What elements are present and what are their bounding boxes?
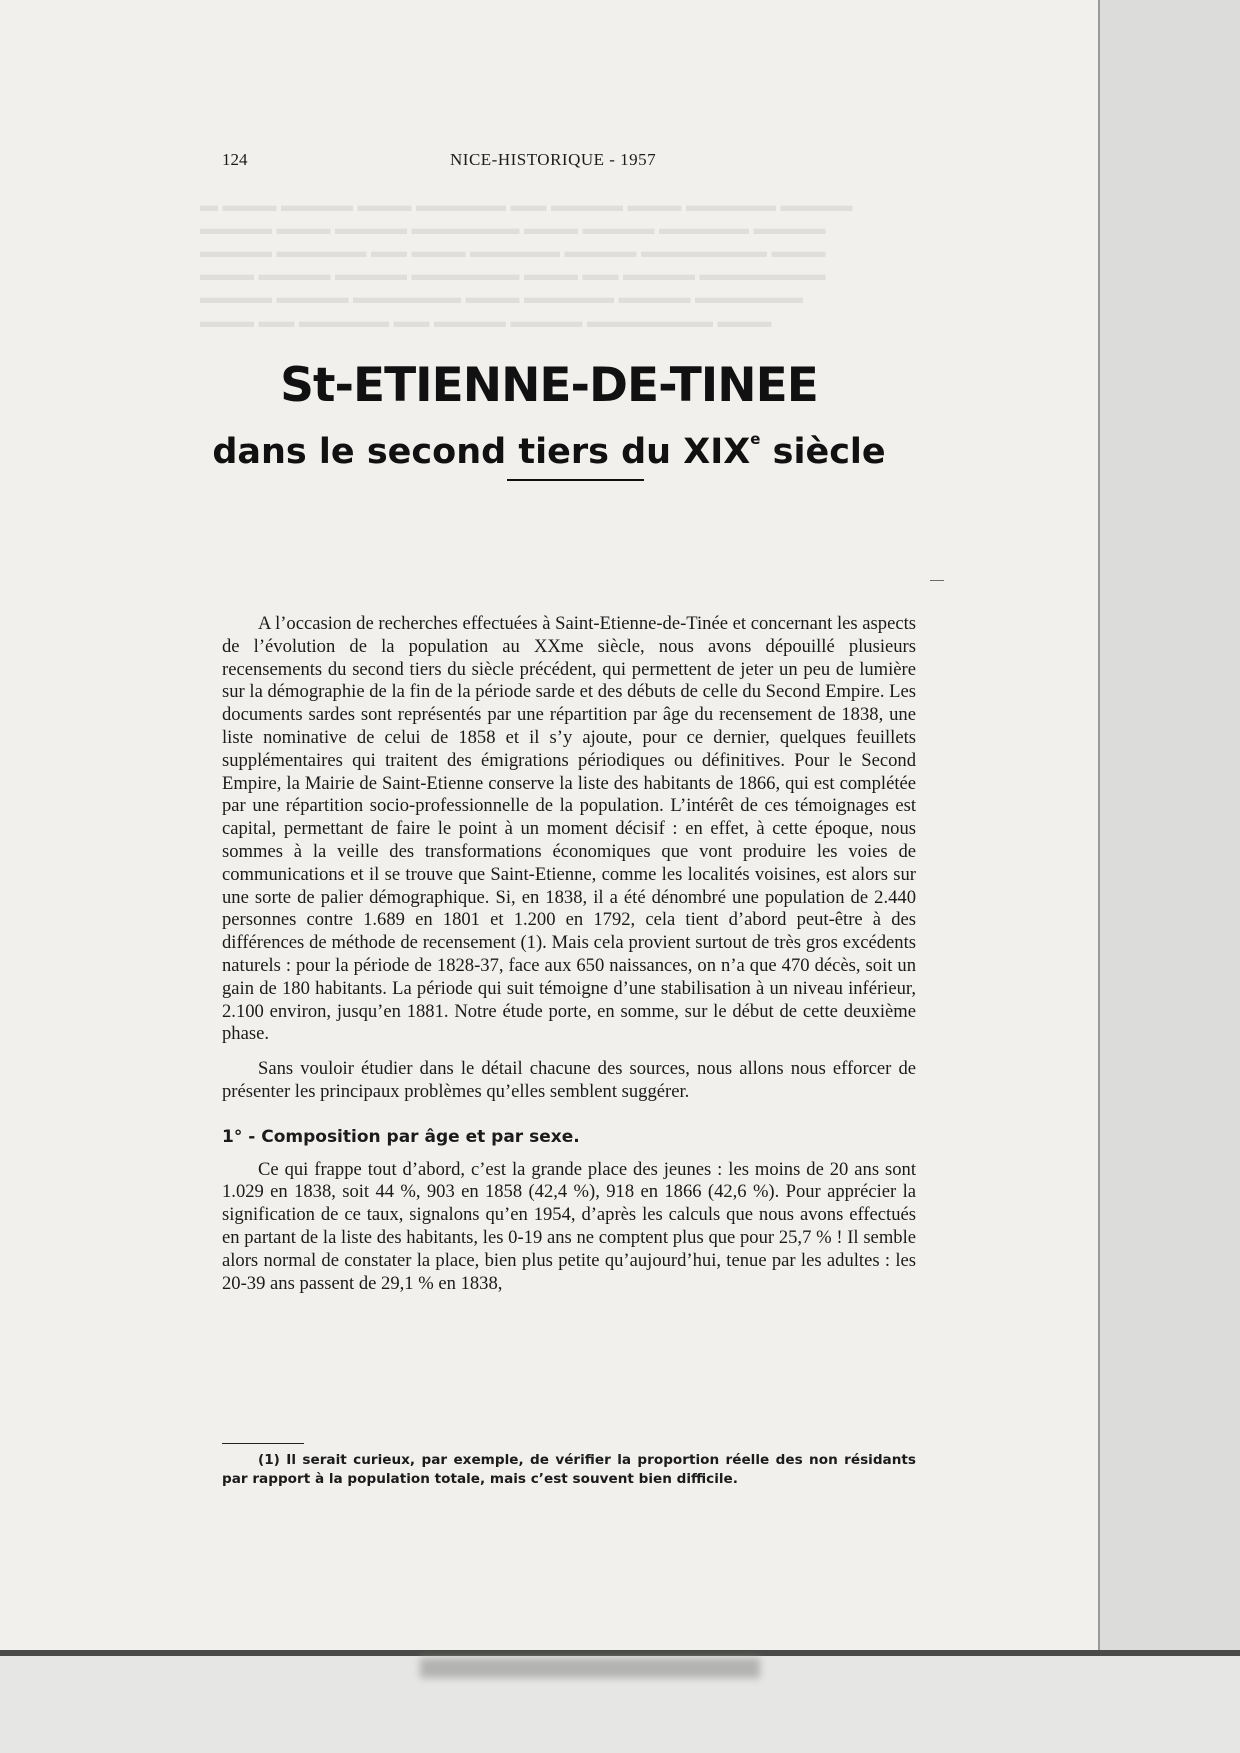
body-paragraph-1: A l’occasion de recherches effectuées à Saint-Etienne-de-Tinée et concernant les aspects de l’évolution de la population au XXme siècle, nous avons dépouillé plusieurs recensements du second tiers du siècle précédent, qui permettent de jeter un peu de lumière sur la démographie de la fin de la période sarde et des débuts de celle du Second Empire. Les documents sardes sont représentés par une répartition par âge du recensement de 1838, une liste nominative de celui de 1858 et il s’y ajoute, pour ce dernier, quelques feuillets supplémentaires qui traitent des émigrations périodiques ou définitives. Pour le Second Empire, la Mairie de Saint-Etienne conserve la liste des habitants de 1866, qui est complétée par une répartition socio-professionnelle de la population. L’intérêt de ces témoignages est capital, permettant de faire le point à un moment décisif : en effet, à cette époque, nous sommes à la veille des transformations économiques que vont produire les voies de communications et il se trouve que Saint-Etienne, comme les localités voisines, est alors sur une sorte de palier démographique. Si, en 1838, il a été dénombré une population de 2.440 personnes contre 1.689 en 1801 et 1.200 en 1792, cela tient d’abord peut-être à des différences de méthode de recensement (1). Mais cela provient surtout de très gros excédents naturels : pour la période de 1828-37, face aux 650 naissances, on n’a que 470 décès, soit un gain de 180 habitants. La période qui suit témoigne d’une stabilisation à un niveau inférieur, 2.100 environ, jusqu’en 1881. Notre étude porte, en somme, sur le début de cette deuxième phase. [222,613,916,1045]
running-header [222,150,930,174]
show-through-text: ▬▬▬▬ ▬▬▬ ▬▬▬▬ ▬▬▬▬▬▬ ▬▬▬ ▬▬▬▬ ▬▬▬▬▬ ▬▬▬▬ [200,218,826,238]
body-paragraph-3: Ce qui frappe tout d’abord, c’est la grande place des jeunes : les moins de 20 ans sont 1.029 en 1838, soit 44 %, 903 en 1858 (42,4 %), 918 en 1866 (42,6 %). Pour apprécier la signification de ce taux, signalons qu’en 1954, d’après les calculs que nous avons effectués en partant de la liste des habitants, les 0-19 ans ne comptent plus que pour 25,7 % ! Il semble alors normal de constater la place, bien plus petite qu’aujourd’hui, tenue par les adultes : les 20-39 ans passent de 29,1 % en 1838, [222,1158,916,1294]
show-through-text: ▬▬▬▬ ▬▬▬▬▬ ▬▬ ▬▬▬ ▬▬▬▬▬ ▬▬▬▬ ▬▬▬▬▬▬▬ ▬▬▬ [200,241,826,261]
article-body [222,613,916,1307]
scanner-bed-margin [0,1650,1240,1753]
show-through-text: ▬▬▬ ▬▬ ▬▬▬▬▬ ▬▬ ▬▬▬▬ ▬▬▬▬ ▬▬▬▬▬▬▬ ▬▬▬ [200,311,772,331]
page-bottom-edge [0,1650,1240,1656]
article-title: St-ETIENNE-DE-TINEE [280,358,818,413]
subtitle-main: dans le second tiers du XIX [212,432,751,472]
page-number: 124 [222,150,248,169]
show-through-text: ▬▬▬ ▬▬▬▬ ▬▬▬▬ ▬▬▬▬▬▬ ▬▬▬ ▬▬ ▬▬▬▬ ▬▬▬▬▬▬▬ [200,264,826,284]
blurred-underlying-text [420,1658,760,1678]
subtitle-end: siècle [760,432,886,472]
show-through-text: ▬ ▬▬▬ ▬▬▬▬ ▬▬▬ ▬▬▬▬▬ ▬▬ ▬▬▬▬ ▬▬▬ ▬▬▬▬▬ ▬▬▬▬ [200,195,853,215]
show-through-text: ▬▬▬▬ ▬▬▬▬ ▬▬▬▬▬▬ ▬▬▬ ▬▬▬▬▬ ▬▬▬▬ ▬▬▬▬▬▬ [200,287,803,307]
scan-mark [930,580,944,581]
body-paragraph-2: Sans vouloir étudier dans le détail chacune des sources, nous allons nous efforcer de présenter les principaux problèmes qu’elles semblent suggérer. [222,1058,916,1102]
journal-title: NICE-HISTORIQUE - 1957 [450,150,657,169]
subtitle-superscript: e [750,430,761,448]
footnote-divider [222,1443,304,1444]
section-heading: 1° - Composition par âge et par sexe. [222,1126,580,1147]
article-subtitle [0,430,1098,472]
title-underline [507,479,644,481]
next-page-edge [1100,0,1240,1650]
footnote: (1) Il serait curieux, par exemple, de vérifier la proportion réelle des non résidants par rapport à la population totale, mais c’est souvent bien difficile. [222,1452,916,1487]
